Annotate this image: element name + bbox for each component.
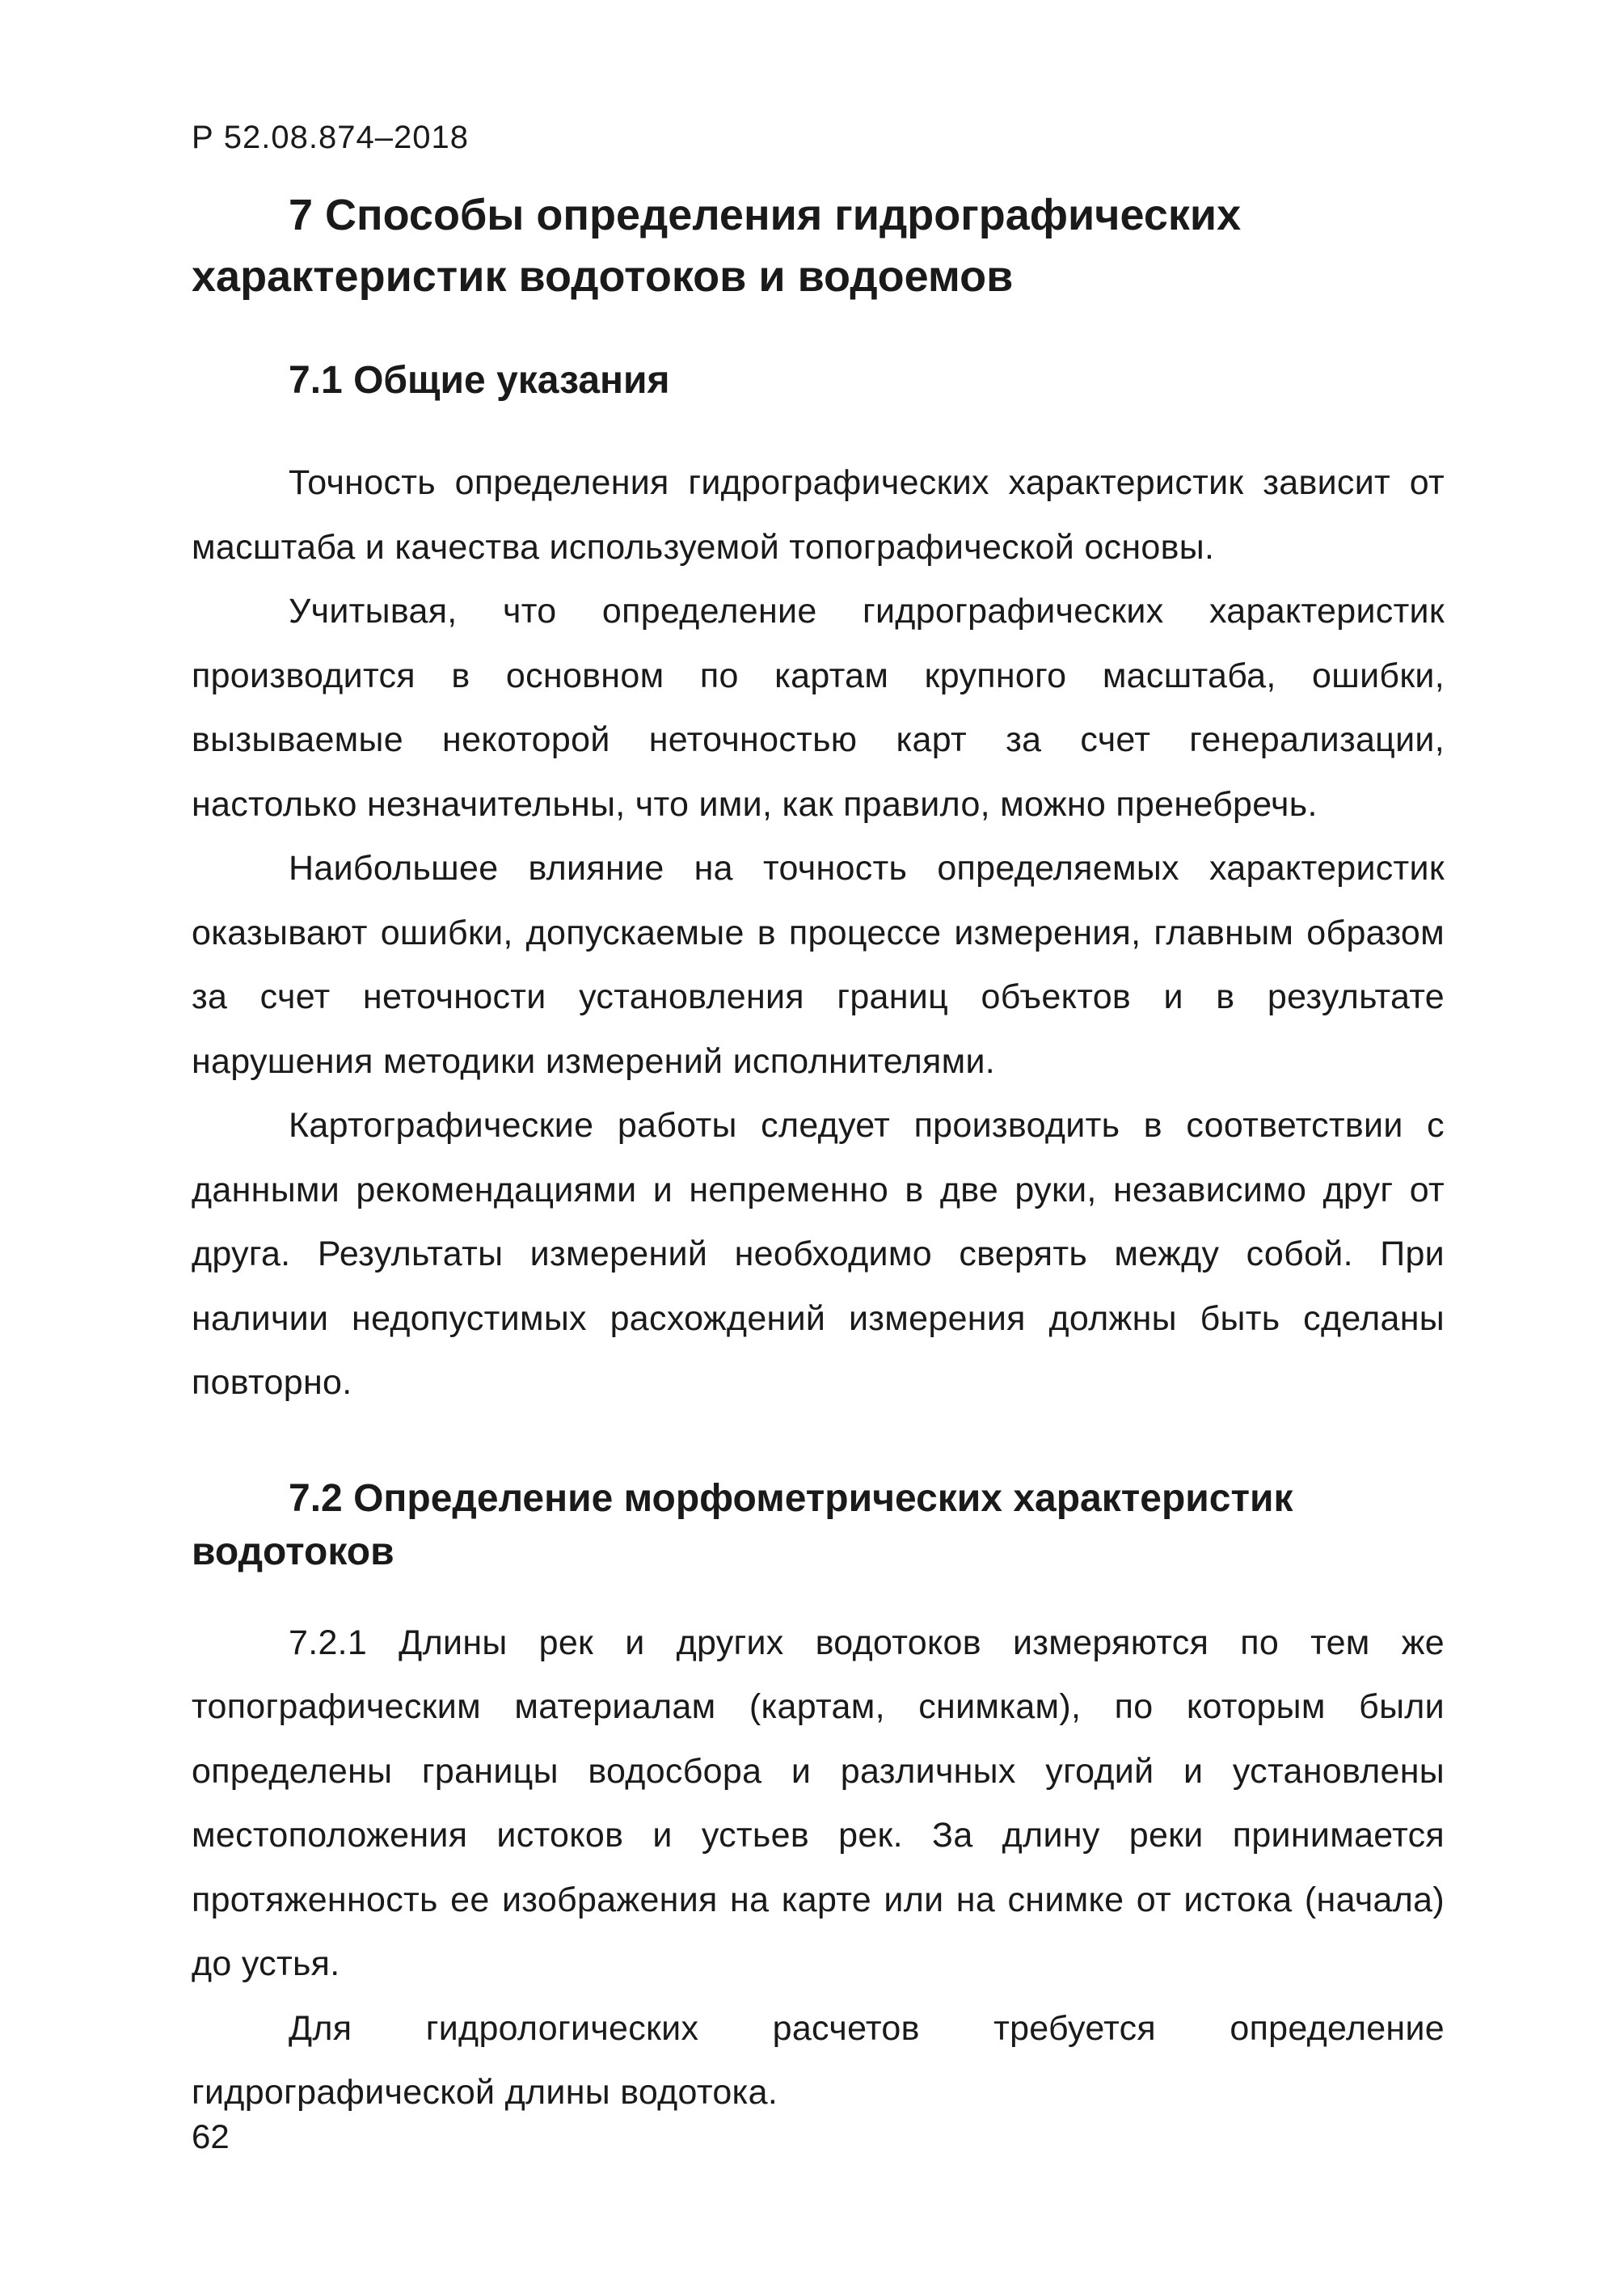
paragraph-measurement-errors: Наибольшее влияние на точность определяемых характеристик оказывают ошибки, допускаемые в процессе измерения, главным образом за счет неточности установления границ объектов и в результате нарушения методики измерений исполнителями. bbox=[192, 849, 1445, 1081]
paragraph-generalization: Учитывая, что определение гидрографических характеристик производится в основном по картам крупного масштаба, ошибки, вызываемые некоторой неточностью карт за счет генерализации, настолько незначительны, что ими, как правило, можно пренебречь. bbox=[192, 592, 1445, 824]
paragraph-hydrographic-length: Для гидрологических расчетов требуется определение гидрографической длины водотока. bbox=[192, 2008, 1445, 2112]
section-7-1-heading: 7.1 Общие указания bbox=[289, 359, 670, 402]
page-content bbox=[192, 184, 1445, 2125]
paragraph-cartographic-works: Картографические работы следует производить в соответствии с данными рекомендациями и непременно в две руки, независимо друг от друга. Результаты измерений необходимо сверять между собой. При наличии недопустимых расхождений измерения должны быть сделаны повторно. bbox=[192, 1106, 1445, 1402]
section-7-2-heading: 7.2 Определение морфометрических характеристик водотоков bbox=[192, 1476, 1293, 1573]
page-number: 62 bbox=[192, 2117, 230, 2155]
section-7-heading: 7 Способы определения гидрографических характеристик водотоков и водоемов bbox=[192, 191, 1242, 301]
paragraph-accuracy: Точность определения гидрографических характеристик зависит от масштаба и качества используемой топографической основы. bbox=[192, 463, 1445, 567]
paragraph-river-length: 7.2.1 Длины рек и других водотоков измеряются по тем же топографическим материалам (картам, снимкам), по которым были определены границы водосбора и различных угодий и установлены местоположения истоков и устьев рек. За длину реки принимается протяженность ее изображения на карте или на снимке от истока (начала) до устья. bbox=[192, 1623, 1445, 1983]
document-code: Р 52.08.874–2018 bbox=[192, 120, 469, 155]
